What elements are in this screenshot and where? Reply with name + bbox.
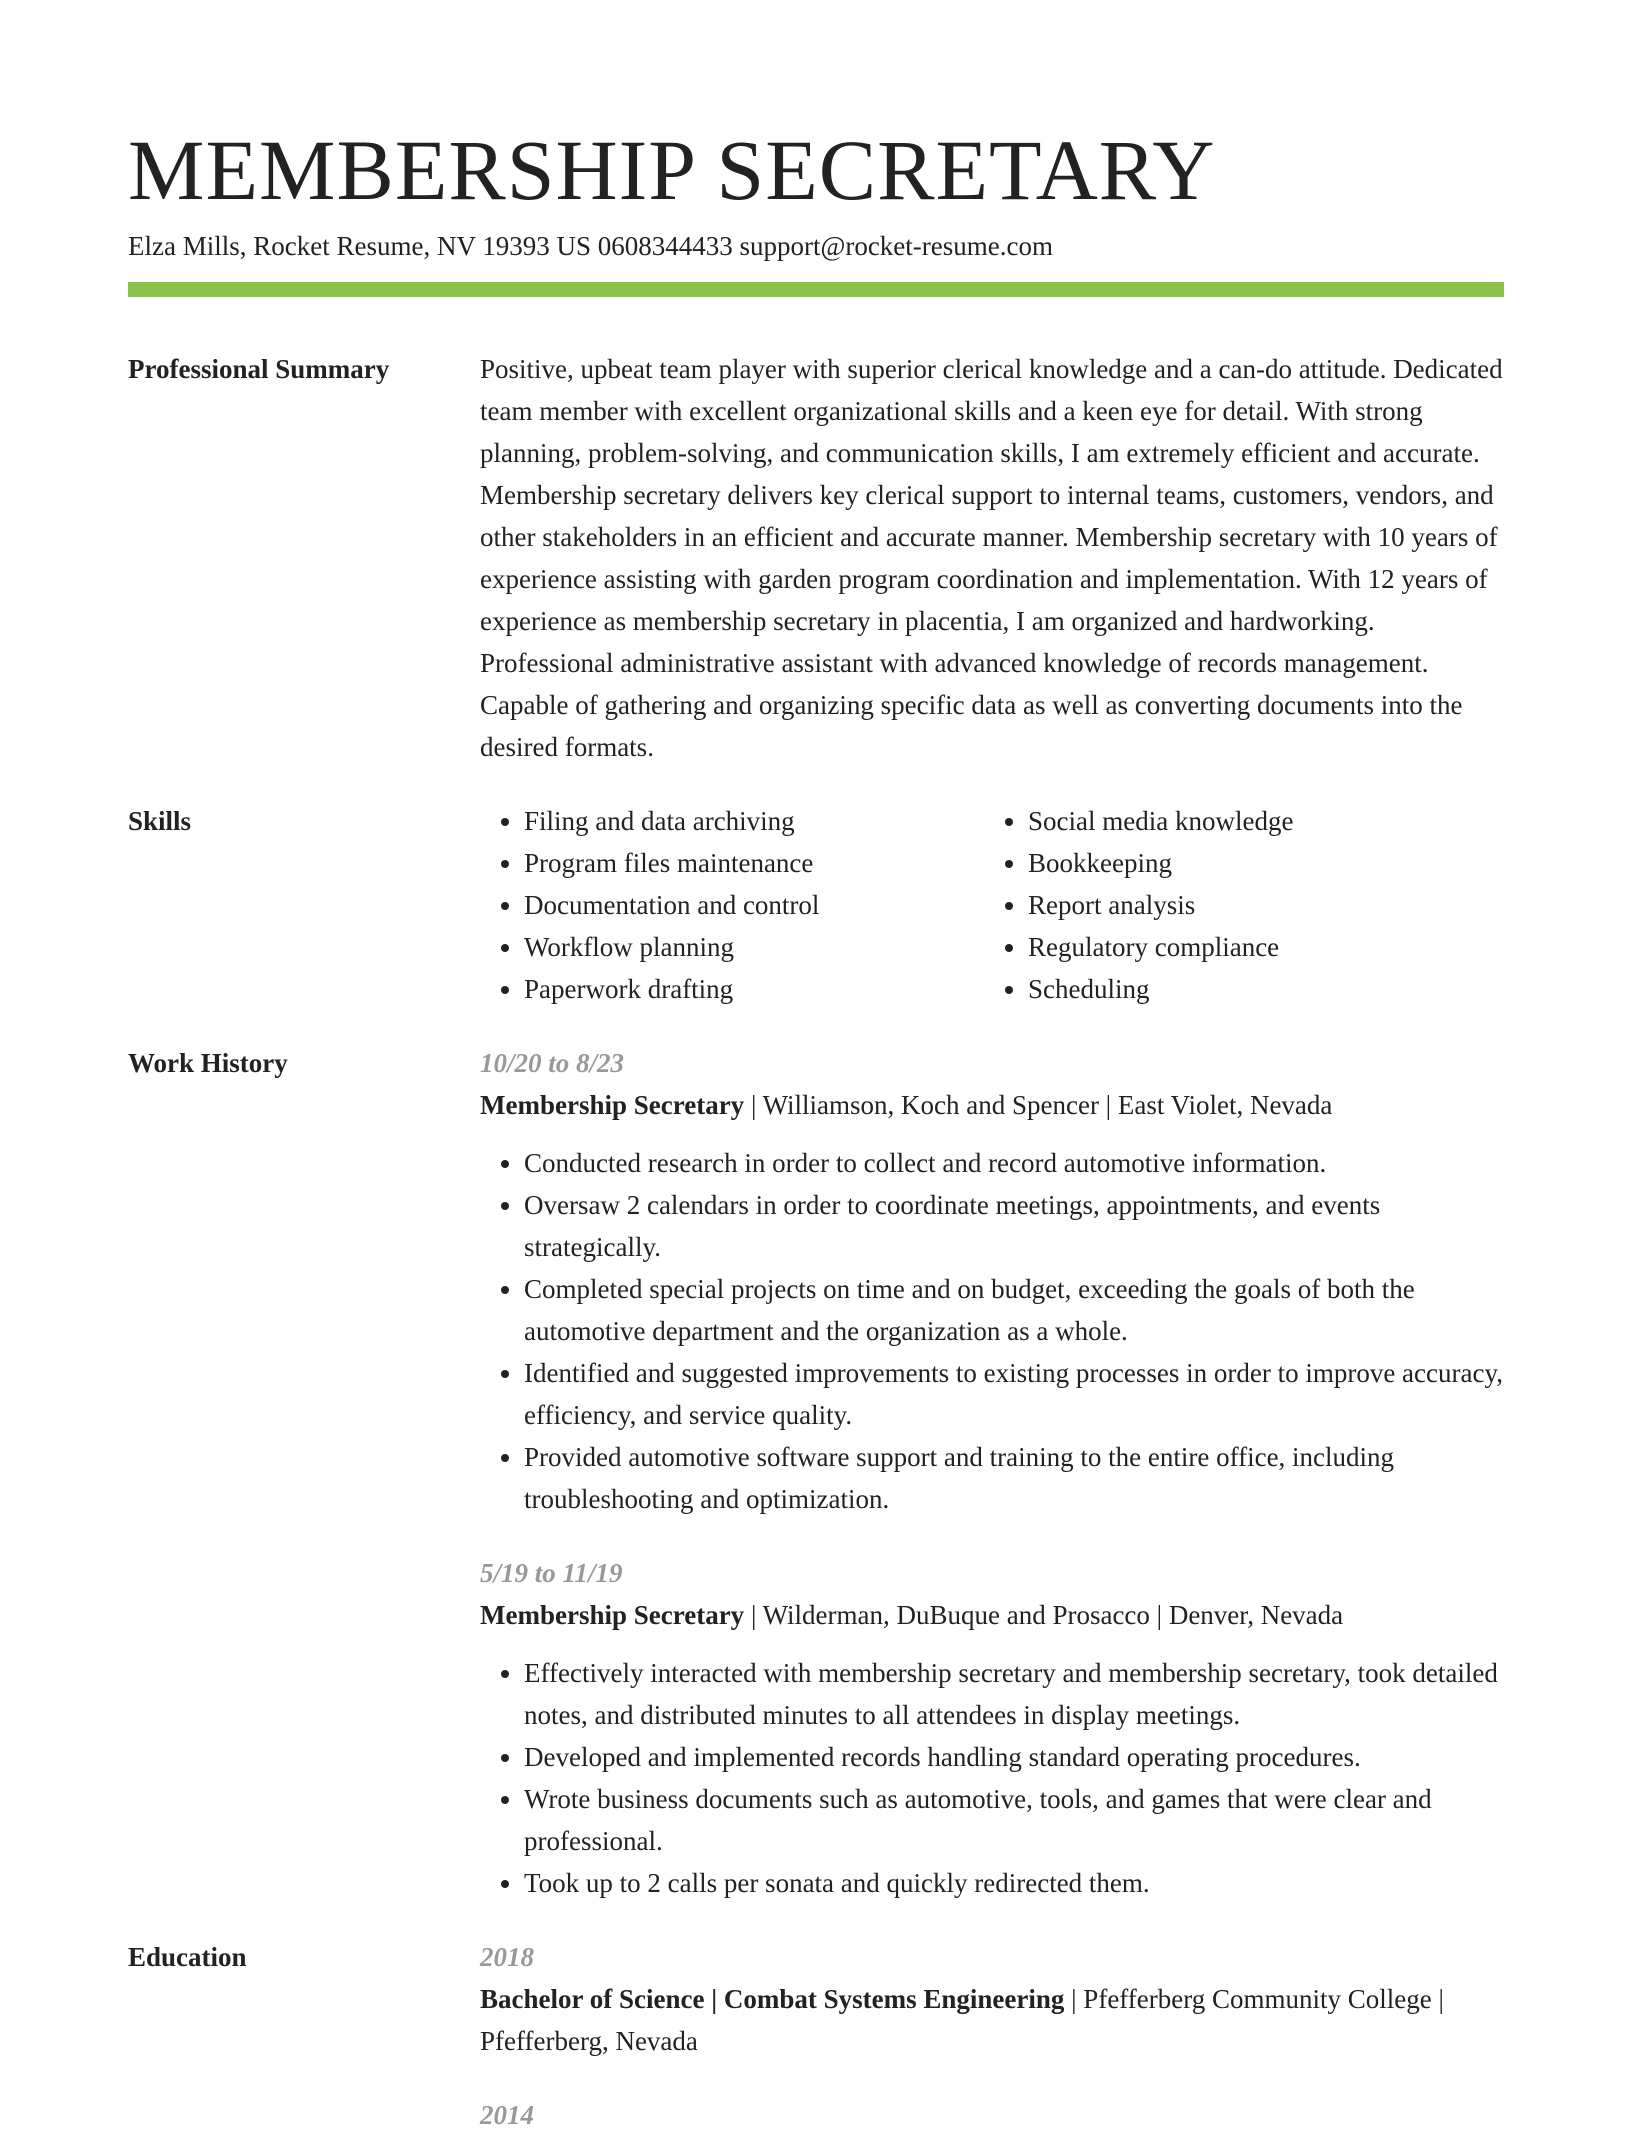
- job-dates: 5/19 to 11/19: [480, 1558, 623, 1588]
- responsibility-item: • Wrote business documents such as automotive, tools, and games that were clear and professional.: [524, 1778, 1504, 1862]
- job-responsibilities: [480, 1652, 1504, 1904]
- education-year: 2018: [480, 1942, 534, 1972]
- resume-title: MEMBERSHIP SECRETARY: [128, 122, 1216, 218]
- education-heading: [480, 1978, 1504, 2062]
- education-year: 2014: [480, 2100, 534, 2130]
- skill-item: • Documentation and control: [524, 884, 984, 926]
- education-entry: [480, 1936, 1504, 2062]
- job-entry: [480, 1042, 1504, 1520]
- education-content: [480, 1936, 1504, 2136]
- skills-list-left: [480, 800, 984, 1010]
- degree-title: Bachelor of Science | Combat Systems Engineering: [480, 1984, 1065, 2014]
- responsibility-item: • Conducted research in order to collect and record automotive information.: [524, 1142, 1504, 1184]
- skills-section: [128, 800, 1504, 1010]
- section-label-skills: Skills: [128, 806, 192, 836]
- skill-item: • Social media knowledge: [1028, 800, 1488, 842]
- skill-item: • Scheduling: [1028, 968, 1488, 1010]
- skill-item: • Report analysis: [1028, 884, 1488, 926]
- job-details: | Williamson, Koch and Spencer | East Violet, Nevada: [744, 1090, 1333, 1120]
- summary-text: Positive, upbeat team player with superior clerical knowledge and a can-do attitude. Dedicated team member with excellent organizational skills and a keen eye for detail. With strong planning, problem-solving, and communication skills, I am extremely efficient and accurate. Membership secretary delivers key clerical support to internal teams, customers, vendors, and other stakeholders in an efficient and accurate manner. Membership secretary with 10 years of experience assisting with garden program coordination and implementation. With 12 years of experience as membership secretary in placentia, I am organized and hardworking. Professional administrative assistant with advanced knowledge of records management. Capable of gathering and organizing specific data as well as converting documents into the desired formats.: [480, 354, 1503, 762]
- work-history-section: [128, 1042, 1504, 1904]
- section-label-summary: Professional Summary: [128, 354, 390, 384]
- job-details: | Wilderman, DuBuque and Prosacco | Denver, Nevada: [744, 1600, 1344, 1630]
- work-history-content: [480, 1042, 1504, 1904]
- responsibility-item: • Identified and suggested improvements to existing processes in order to improve accuracy, efficiency, and service quality.: [524, 1352, 1504, 1436]
- responsibility-item: • Completed special projects on time and on budget, exceeding the goals of both the automotive department and the organization as a whole.: [524, 1268, 1504, 1352]
- skills-column-left: [480, 800, 984, 1010]
- education-entry: [480, 2094, 1504, 2136]
- accent-divider: [128, 282, 1504, 297]
- responsibility-item: • Developed and implemented records handling standard operating procedures.: [524, 1736, 1504, 1778]
- skill-item: • Filing and data archiving: [524, 800, 984, 842]
- job-heading: [480, 1084, 1504, 1126]
- job-responsibilities: [480, 1142, 1504, 1520]
- responsibility-item: • Effectively interacted with membership secretary and membership secretary, took detailed notes, and distributed minutes to all attendees in display meetings.: [524, 1652, 1504, 1736]
- responsibility-item: • Provided automotive software support and training to the entire office, including troubleshooting and optimization.: [524, 1436, 1504, 1520]
- skill-item: • Program files maintenance: [524, 842, 984, 884]
- skills-column-right: [984, 800, 1488, 1010]
- skill-item: • Paperwork drafting: [524, 968, 984, 1010]
- skills-grid: [480, 800, 1504, 1010]
- job-title: Membership Secretary: [480, 1600, 745, 1630]
- skill-item: • Bookkeeping: [1028, 842, 1488, 884]
- contact-line: Elza Mills, Rocket Resume, NV 19393 US 0608344433 support@rocket-resume.com: [128, 231, 1053, 261]
- job-entry: [480, 1552, 1504, 1904]
- education-details: | Pfefferberg Community College | Pfefferberg, Nevada: [480, 1984, 1444, 2056]
- responsibility-item: • Oversaw 2 calendars in order to coordinate meetings, appointments, and events strategically.: [524, 1184, 1504, 1268]
- responsibility-item: • Took up to 2 calls per sonata and quickly redirected them.: [524, 1862, 1504, 1904]
- job-dates: 10/20 to 8/23: [480, 1048, 625, 1078]
- job-heading: [480, 1594, 1504, 1636]
- skill-item: • Regulatory compliance: [1028, 926, 1488, 968]
- summary-section: [128, 348, 1504, 768]
- job-title: Membership Secretary: [480, 1090, 745, 1120]
- section-label-work: Work History: [128, 1048, 288, 1078]
- education-section: [128, 1936, 1504, 2136]
- skills-list-right: [984, 800, 1488, 1010]
- section-label-education: Education: [128, 1942, 247, 1972]
- skill-item: • Workflow planning: [524, 926, 984, 968]
- resume-page: [128, 120, 1504, 2136]
